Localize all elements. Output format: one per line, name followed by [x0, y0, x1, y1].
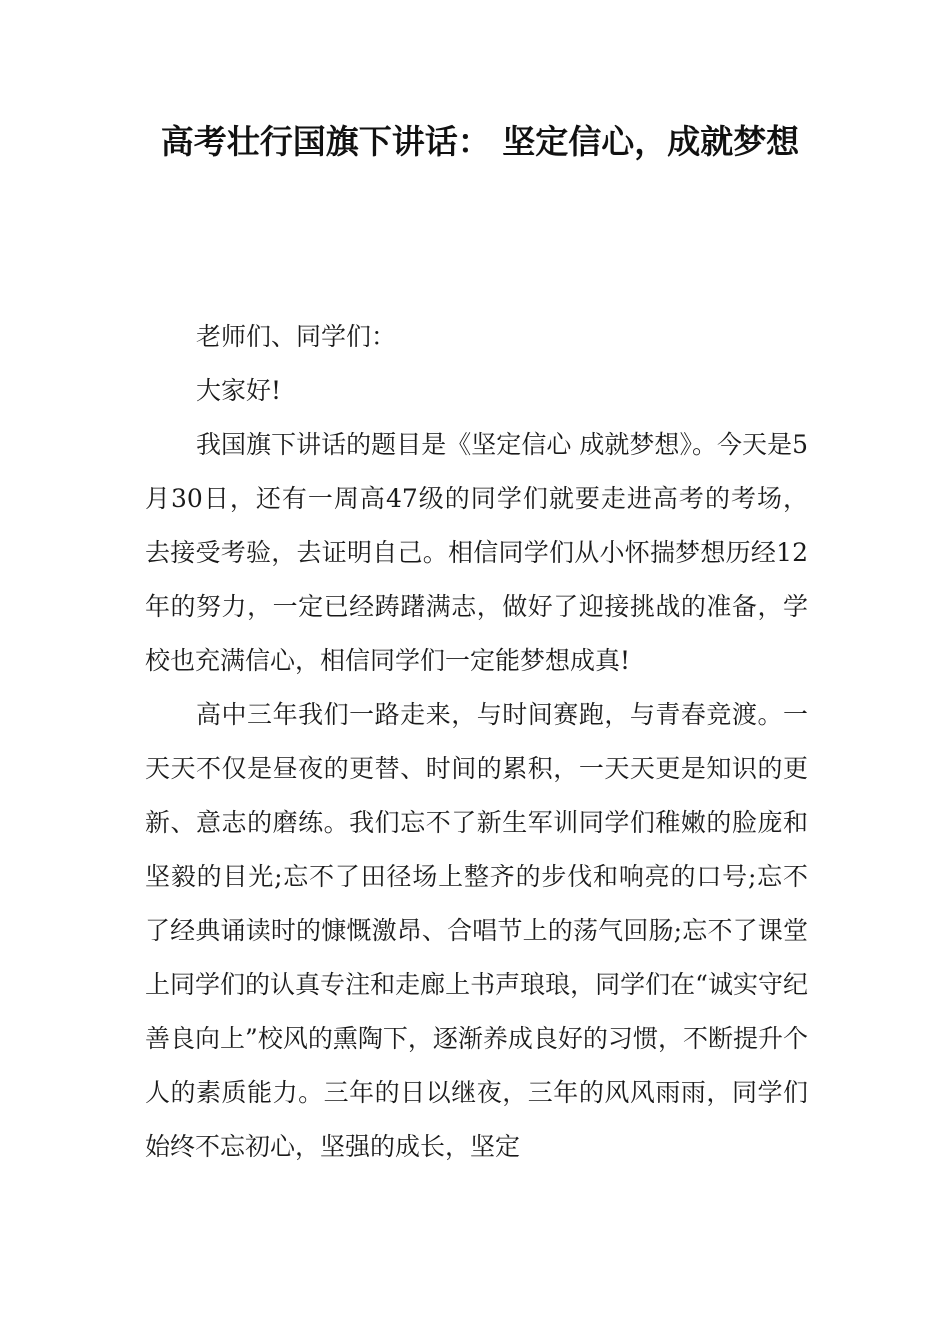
paragraph: 我国旗下讲话的题目是《坚定信心 成就梦想》。今天是5月30日，还有一周高47级的同学们就要走进高考的考场，去接受考验，去证明自己。相信同学们从小怀揣梦想历经12年的努力，一定已经踌躇满志，做好了迎接挑战的准备，学校也充满信心，相信同学们一定能梦想成真! — [145, 430, 808, 675]
paragraph: 高中三年我们一路走来，与时间赛跑，与青春竞渡。一天天不仅是昼夜的更替、时间的累积，一天天更是知识的更新、意志的磨练。我们忘不了新生军训同学们稚嫩的脸庞和坚毅的目光;忘不了田径场上整齐的步伐和响亮的口号;忘不了经典诵读时的慷慨激昂、合唱节上的荡气回肠;忘不了课堂上同学们的认真专注和走廊上书声琅琅，同学们在“诚实守纪善良向上”校风的熏陶下，逐渐养成良好的习惯，不断提升个人的素质能力。三年的日以继夜，三年的风风雨雨，同学们始终不忘初心，坚强的成长，坚定 — [145, 700, 808, 1161]
salutation: 老师们、同学们： — [196, 322, 397, 351]
document-title: 高考壮行国旗下讲话： 坚定信心，成就梦想 — [160, 122, 800, 161]
greeting: 大家好! — [196, 376, 282, 405]
document-body — [145, 310, 808, 1174]
